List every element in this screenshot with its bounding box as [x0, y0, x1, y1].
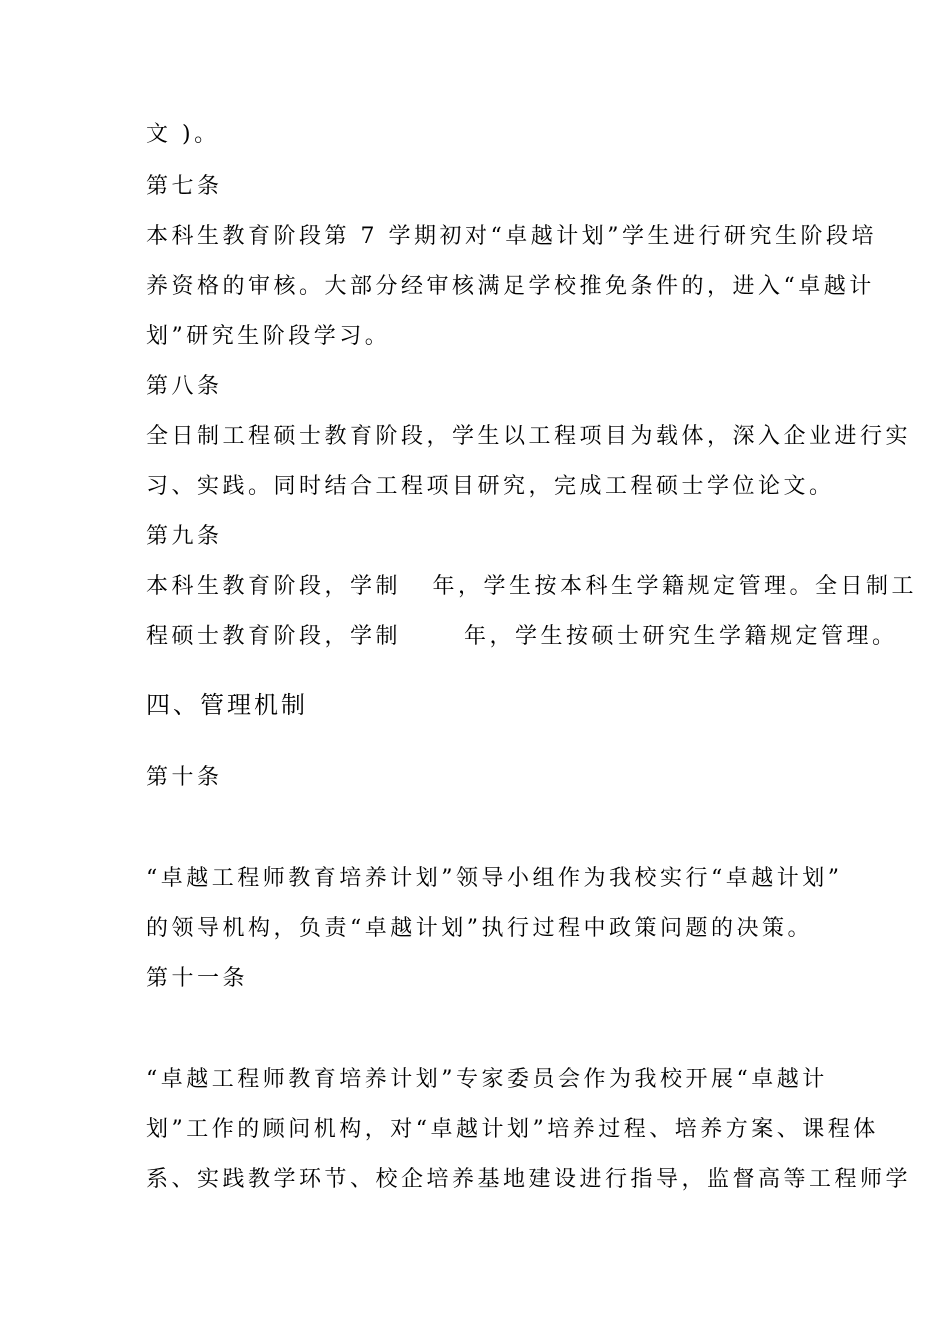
article-9-line-1: 本科生教育阶段，学制 年，学生按本科生学籍规定管理。全日制工: [146, 574, 917, 599]
article-11-line-2: 划”工作的顾问机构，对“卓越计划”培养过程、培养方案、课程体: [146, 1117, 879, 1142]
article-10-heading: 第十条: [146, 765, 223, 790]
article-7-line-3: 划”研究生阶段学习。: [146, 324, 391, 349]
article-10-line-2: 的领导机构，负责“卓越计划”执行过程中政策问题的决策。: [146, 916, 813, 941]
article-9-heading: 第九条: [146, 524, 223, 549]
article-10-line-1: “卓越工程师教育培养计划”领导小组作为我校实行“卓越计划”: [146, 866, 843, 891]
article-7-line-1: 本科生教育阶段第 7 学期初对“卓越计划”学生进行研究生阶段培: [146, 224, 877, 249]
article-8-line-1: 全日制工程硕士教育阶段，学生以工程项目为载体，深入企业进行实: [146, 424, 912, 449]
article-9-line-2: 程硕士教育阶段，学制 年，学生按硕士研究生学籍规定管理。: [146, 624, 898, 649]
article-11-line-1: “卓越工程师教育培养计划”专家委员会作为我校开展“卓越计: [146, 1067, 828, 1092]
article-11-heading: 第十一条: [146, 966, 249, 991]
article-7-heading: 第七条: [146, 174, 223, 199]
section-4-heading: 四、管理机制: [146, 691, 308, 719]
text-line-continuation: 文 )。: [146, 122, 220, 147]
article-8-heading: 第八条: [146, 374, 223, 399]
article-8-line-2: 习、实践。同时结合工程项目研究，完成工程硕士学位论文。: [146, 474, 835, 499]
article-7-line-2: 养资格的审核。大部分经审核满足学校推免条件的，进入“卓越计: [146, 274, 875, 299]
article-11-line-3: 系、实践教学环节、校企培养基地建设进行指导，监督高等工程师学: [146, 1167, 912, 1192]
